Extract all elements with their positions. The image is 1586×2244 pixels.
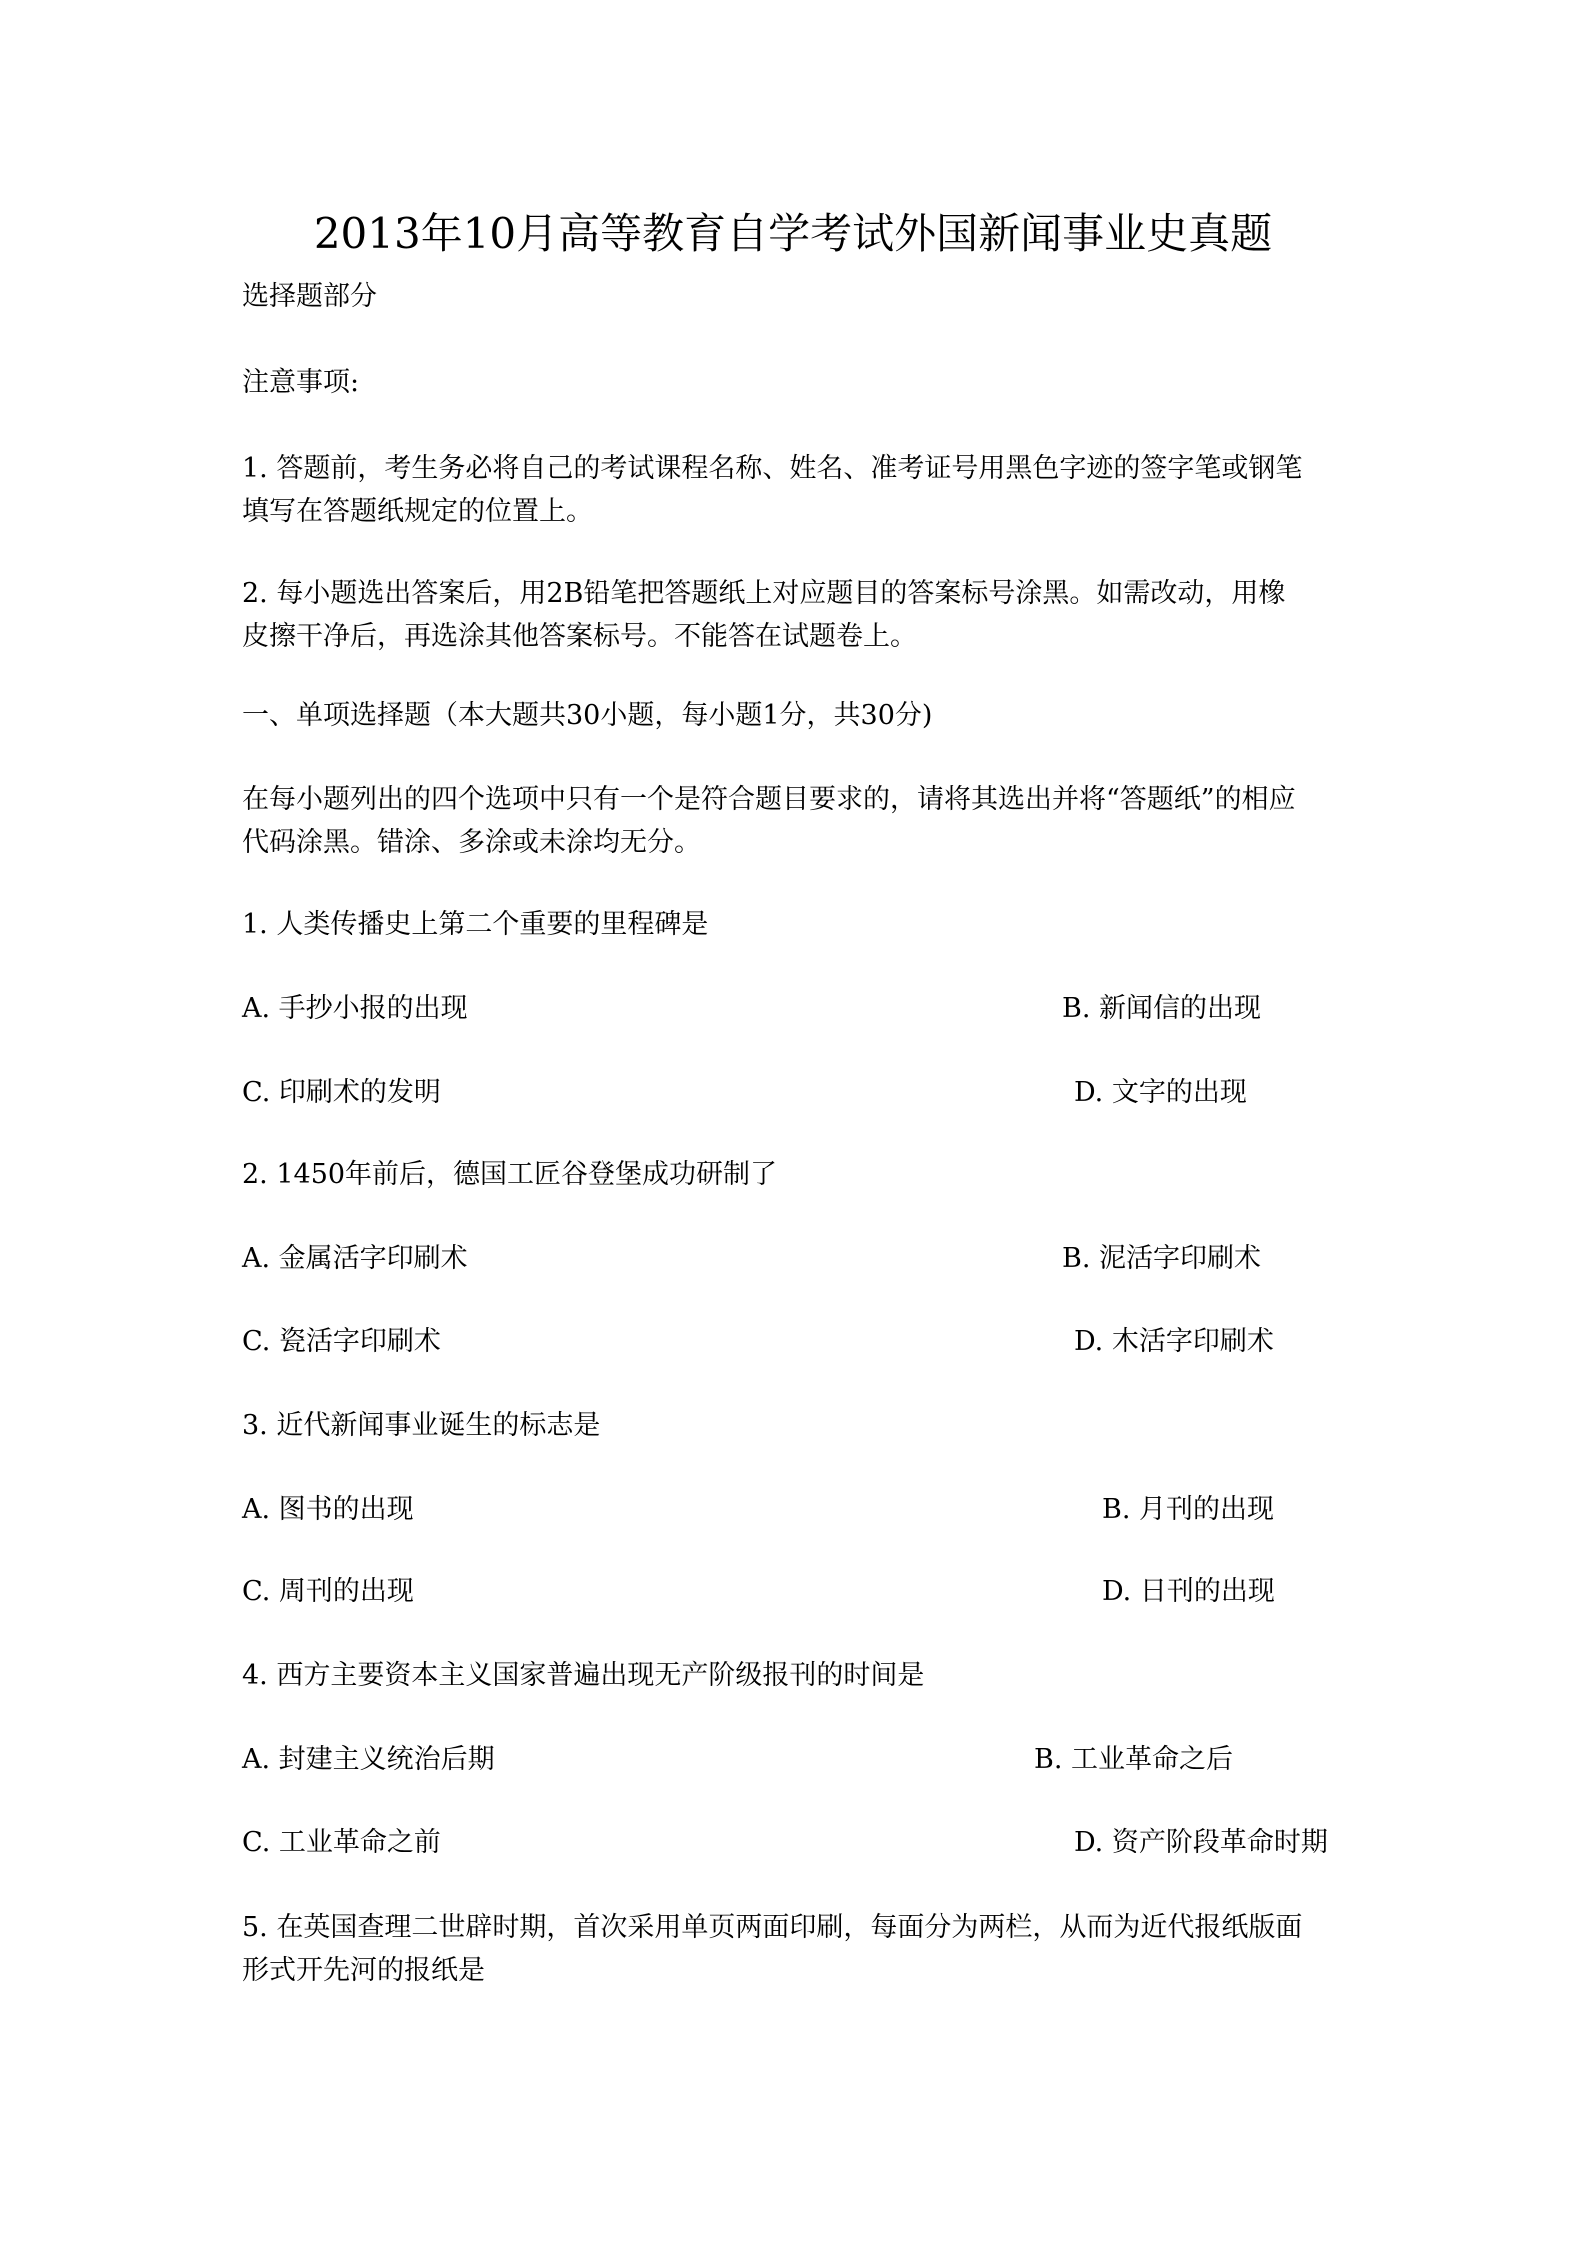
question-2-option-c[interactable]: C. 瓷活字印刷术 — [242, 1326, 441, 1357]
section-label: 选择题部分 — [242, 281, 377, 312]
question-3-option-d[interactable]: D. 日刊的出现 — [1102, 1576, 1275, 1607]
question-2-stem: 2. 1450年前后，德国工匠谷登堡成功研制了 — [242, 1159, 778, 1190]
notice-item-2 — [242, 572, 1354, 658]
question-1-option-d[interactable]: D. 文字的出现 — [1074, 1077, 1247, 1108]
page-title: 2013年10月高等教育自学考试外国新闻事业史真题 — [313, 209, 1273, 258]
question-1-option-a[interactable]: A. 手抄小报的出现 — [242, 993, 468, 1024]
notice-item-2-line-1: 2. 每小题选出答案后，用2B铅笔把答题纸上对应题目的答案标号涂黑。如需改动，用橡 — [242, 578, 1286, 609]
question-1-option-b[interactable]: B. 新闻信的出现 — [1062, 993, 1262, 1024]
instructions-line-2: 代码涂黑。错涂、多涂或未涂均无分。 — [242, 827, 701, 858]
question-5-stem-line-1: 5. 在英国查理二世辟时期，首次采用单页两面印刷，每面分为两栏，从而为近代报纸版面 — [242, 1912, 1303, 1943]
question-3-option-a[interactable]: A. 图书的出现 — [242, 1494, 414, 1525]
question-4-option-a[interactable]: A. 封建主义统治后期 — [242, 1744, 495, 1775]
question-5-stem — [242, 1906, 1354, 1992]
question-1-stem: 1. 人类传播史上第二个重要的里程碑是 — [242, 909, 709, 940]
question-4-option-c[interactable]: C. 工业革命之前 — [242, 1827, 441, 1858]
question-3-option-c[interactable]: C. 周刊的出现 — [242, 1576, 414, 1607]
question-3-stem: 3. 近代新闻事业诞生的标志是 — [242, 1410, 601, 1441]
notice-item-2-line-2: 皮擦干净后，再选涂其他答案标号。不能答在试题卷上。 — [242, 621, 917, 652]
question-1-option-c[interactable]: C. 印刷术的发明 — [242, 1077, 441, 1108]
notice-item-1-line-2: 填写在答题纸规定的位置上。 — [242, 496, 593, 527]
question-2-option-d[interactable]: D. 木活字印刷术 — [1074, 1326, 1274, 1357]
question-2-option-a[interactable]: A. 金属活字印刷术 — [242, 1243, 468, 1274]
notice-heading: 注意事项: — [242, 367, 360, 398]
part-heading: 一、单项选择题（本大题共30小题，每小题1分，共30分) — [242, 700, 933, 731]
instructions — [242, 778, 1354, 864]
question-4-option-b[interactable]: B. 工业革命之后 — [1034, 1744, 1234, 1775]
question-4-stem: 4. 西方主要资本主义国家普遍出现无产阶级报刊的时间是 — [242, 1660, 925, 1691]
instructions-line-1: 在每小题列出的四个选项中只有一个是符合题目要求的，请将其选出并将“答题纸”的相应 — [242, 784, 1296, 815]
question-2-option-b[interactable]: B. 泥活字印刷术 — [1062, 1243, 1262, 1274]
question-5-stem-line-2: 形式开先河的报纸是 — [242, 1955, 485, 1986]
question-4-option-d[interactable]: D. 资产阶段革命时期 — [1074, 1827, 1328, 1858]
question-3-option-b[interactable]: B. 月刊的出现 — [1102, 1494, 1275, 1525]
notice-item-1 — [242, 447, 1354, 533]
notice-item-1-line-1: 1. 答题前，考生务必将自己的考试课程名称、姓名、准考证号用黑色字迹的签字笔或钢笔 — [242, 453, 1303, 484]
